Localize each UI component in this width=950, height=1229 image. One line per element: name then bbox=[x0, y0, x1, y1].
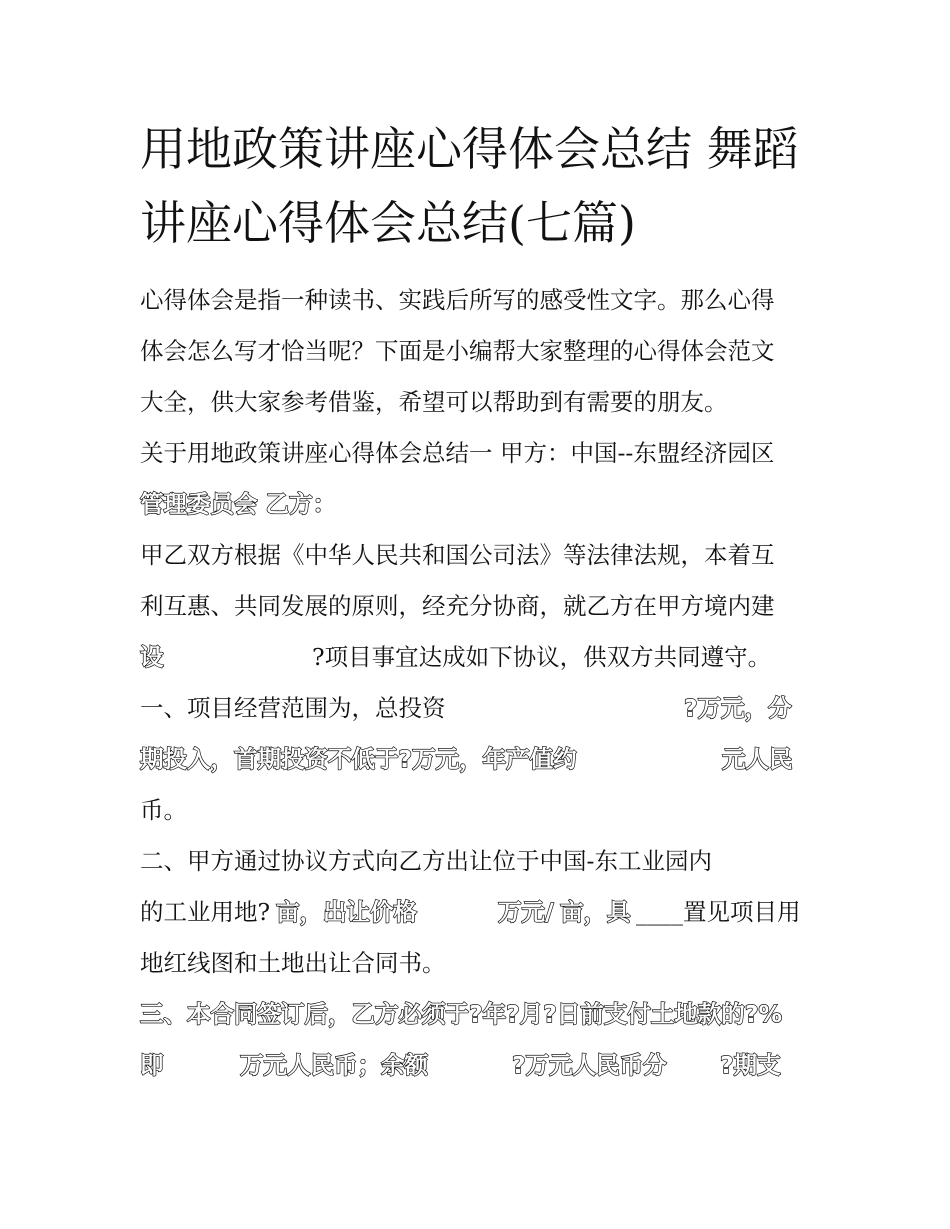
intro-line-3: 大全，供大家参考借鉴，希望可以帮助到有需要的朋友。 bbox=[140, 388, 728, 416]
clause-2-line-2-a: 的工业用地? bbox=[140, 898, 271, 926]
paragraph-1-line-2: 利互惠、共同发展的原则，经充分协商，就乙方在甲方境内建 bbox=[140, 592, 775, 620]
clause-2-line-2-c: 万元/ bbox=[498, 898, 554, 926]
clause-3-line-2-b: 万元人民币；余额 bbox=[240, 1051, 428, 1079]
clause-1-line-1 bbox=[0, 693, 950, 725]
clause-3-line-2 bbox=[0, 1050, 950, 1082]
section-1-heading: 关于用地政策讲座心得体会总结一 甲方：中国--东盟经济园区 bbox=[140, 439, 775, 467]
paragraph-1-line-3 bbox=[0, 642, 950, 674]
clause-2-line-3: 地红线图和土地出让合同书。 bbox=[140, 949, 446, 977]
intro-line-2: 体会怎么写才恰当呢？下面是小编帮大家整理的心得体会范文 bbox=[140, 337, 775, 365]
clause-1-line-1-start: 一、项目经营范围为，总投资 bbox=[140, 694, 446, 722]
clause-1-line-2 bbox=[0, 744, 950, 776]
clause-3-line-1: 三、本合同签订后，乙方必须于?年?月?日前支付土地款的?% bbox=[140, 1000, 783, 1028]
paragraph-1-line-3-end: ?项目事宜达成如下协议，供双方共同遵守。 bbox=[312, 643, 772, 671]
clause-1-line-3: 币。 bbox=[140, 796, 187, 824]
clause-3-line-2-d: ?期支 bbox=[720, 1051, 781, 1079]
clause-2-line-2 bbox=[0, 897, 950, 929]
section-1-party-b: 管理委员会 乙方： bbox=[140, 490, 337, 518]
paragraph-1-line-3-start: 设 bbox=[140, 643, 164, 671]
intro-line-1: 心得体会是指一种读书、实践后所写的感受性文字。那么心得 bbox=[140, 286, 775, 314]
document-title: 用地政策讲座心得体会总结 舞蹈讲座心得体会总结(七篇) bbox=[140, 122, 799, 250]
paragraph-1-line-1: 甲乙双方根据《中华人民共和国公司法》等法律法规，本着互 bbox=[140, 541, 775, 569]
clause-2-line-2-d: 亩，具 bbox=[560, 898, 631, 926]
clause-3-line-2-c: ?万元人民币分 bbox=[512, 1051, 667, 1079]
clause-2-line-2-b: 亩，出让价格 bbox=[276, 898, 417, 926]
clause-1-line-2-start: 期投入，首期投资不低于?万元，年产值约 bbox=[140, 745, 577, 773]
clause-3-line-2-a: 即 bbox=[140, 1051, 164, 1079]
clause-1-line-2-end: 元人民 bbox=[722, 745, 793, 773]
clause-2-line-2-e: ____置见项目用 bbox=[636, 898, 801, 926]
clause-2-line-1: 二、甲方通过协议方式向乙方出让位于中国-东工业园内 bbox=[140, 847, 712, 875]
clause-1-line-1-end: ?万元，分 bbox=[684, 694, 792, 722]
